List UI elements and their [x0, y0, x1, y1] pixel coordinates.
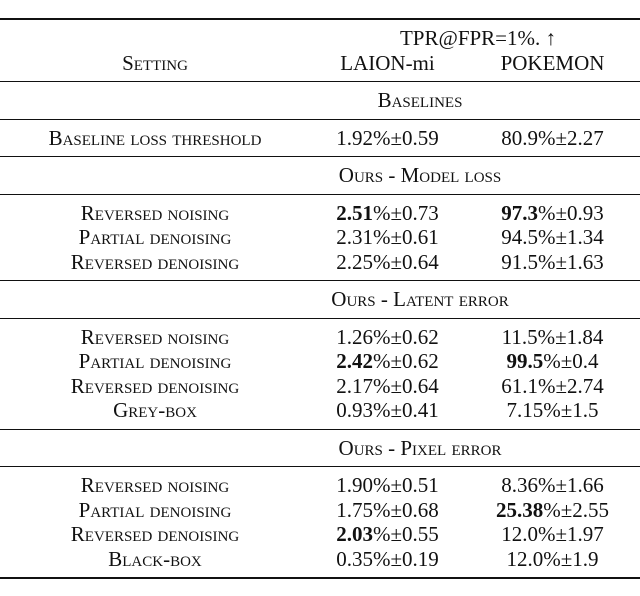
table-row: [0, 225, 640, 250]
group-header-pixel-error: [0, 429, 640, 467]
setting-cell: Partial denoising: [78, 225, 232, 249]
column-header-setting: Setting: [122, 50, 188, 75]
header-row-columns: [0, 51, 640, 82]
laion-cell: 2.03%±0.55: [336, 522, 439, 546]
setting-cell: Reversed denoising: [70, 522, 240, 546]
laion-cell: 1.26%±0.62: [336, 324, 439, 349]
pokemon-cell: 12.0%±1.9: [506, 546, 599, 571]
pokemon-cell: 99.5%±0.4: [506, 349, 599, 373]
table-row: [0, 398, 640, 429]
group-header-model-loss: [0, 157, 640, 195]
pokemon-cell: 61.1%±2.74: [501, 373, 604, 398]
pokemon-cell: 8.36%±1.66: [501, 473, 604, 497]
table-row: [0, 522, 640, 547]
setting-cell: Black-box: [108, 546, 202, 571]
laion-cell: 2.51%±0.73: [336, 200, 439, 225]
pokemon-cell: 7.15%±1.5: [506, 398, 599, 422]
group-header-latent-error: [0, 281, 640, 319]
table-row: [0, 349, 640, 374]
laion-cell: 2.25%±0.64: [336, 249, 439, 274]
setting-cell: Partial denoising: [78, 349, 232, 373]
laion-cell: 2.31%±0.61: [336, 225, 439, 249]
table-row: [0, 374, 640, 399]
pokemon-cell: 97.3%±0.93: [501, 200, 604, 225]
setting-cell: Reversed denoising: [70, 249, 240, 274]
table-row: [0, 119, 640, 157]
header-row-metric: [0, 19, 640, 51]
setting-cell: Reversed denoising: [70, 373, 240, 398]
setting-cell: Baseline loss threshold: [48, 125, 262, 150]
table-row: [0, 318, 640, 349]
pokemon-cell: 94.5%±1.34: [501, 225, 604, 249]
laion-cell: 0.35%±0.19: [336, 546, 439, 571]
column-header-pokemon: POKEMON: [500, 50, 605, 75]
setting-cell: Reversed noising: [80, 200, 230, 225]
group-title: Ours - Model loss: [338, 163, 502, 187]
pokemon-cell: 11.5%±1.84: [501, 324, 604, 349]
setting-cell: Reversed noising: [80, 324, 230, 349]
group-title: Ours - Pixel error: [338, 435, 502, 460]
results-table: [0, 18, 640, 579]
laion-cell: 1.92%±0.59: [336, 125, 439, 150]
pokemon-cell: 25.38%±2.55: [495, 497, 610, 522]
laion-cell: 1.90%±0.51: [336, 473, 439, 497]
table-row: [0, 250, 640, 281]
group-title: Ours - Latent error: [331, 287, 509, 311]
pokemon-cell: 80.9%±2.27: [501, 125, 604, 150]
group-header-baselines: [0, 82, 640, 120]
laion-cell: 1.75%±0.68: [336, 497, 439, 522]
table-row: [0, 467, 640, 498]
laion-cell: 2.42%±0.62: [336, 349, 439, 373]
group-title: Baselines: [377, 88, 463, 112]
pokemon-cell: 91.5%±1.63: [501, 249, 604, 274]
table-row: [0, 498, 640, 523]
table-row: [0, 547, 640, 579]
setting-cell: Partial denoising: [78, 497, 232, 522]
setting-cell: Grey-box: [113, 398, 197, 422]
setting-cell: Reversed noising: [80, 473, 230, 497]
metric-header: TPR@FPR=1%. ↑: [399, 26, 557, 50]
pokemon-cell: 12.0%±1.97: [501, 522, 604, 546]
laion-cell: 0.93%±0.41: [336, 398, 439, 422]
column-header-laion: LAION-mi: [340, 50, 435, 75]
laion-cell: 2.17%±0.64: [336, 373, 439, 398]
table-row: [0, 194, 640, 225]
